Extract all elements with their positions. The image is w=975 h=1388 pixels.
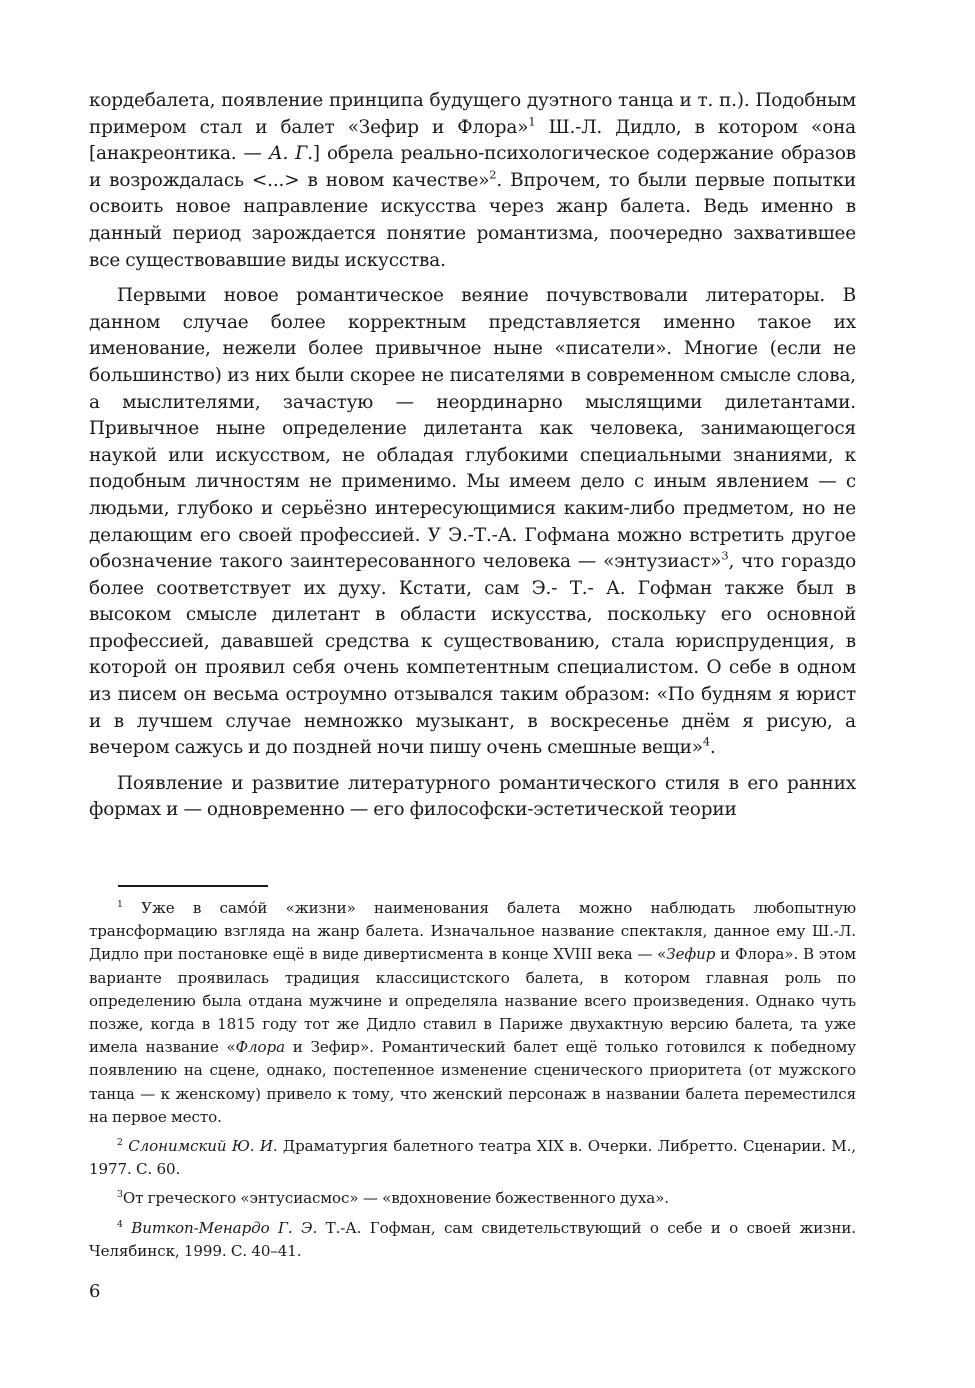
main-text [89, 88, 856, 824]
footnote-ref-2: 2 [489, 167, 497, 182]
paragraph-2: Первыми новое романтическое веяние почувствовали литераторы. В данном случае более корректным представляется именно такое их именование, нежели более привычное ныне «писатели». Многие (если не большинство) из них были скорее не писателями в современном смысле слова, а мыслителями, зачастую — неординарно мыслящими дилетантами. Привычное ныне определение дилетанта как человека, занимающегося наукой или искусством, не обладая глубокими специальными знаниями, к подобным личностям не применимо. Мы имеем дело с иным явлением — с людьми, глубоко и серьёзно интересующимися каким-либо предметом, но не делающим его своей профессией. У Э.-Т.-А. Гофмана можно встретить другое обозначение такого заинтересованного человека — «энтузиаст»$^3$, что гораздо более соответствует их духу. Кстати, сам Э.- Т.- А. Гофман также был в высоком смысле дилетант в области искусства, поскольку его основной профессией, дававшей средства к существованию, стала юриспруденция, в которой он проявил себя очень компетентным специалистом. О себе в одном из писем он весьма остроумно отзывался таким образом: «По будням я юрист и в лучшем случае немножко музыкант, в воскресенье днём я рисую, а вечером сажусь и до поздней ночи пишу очень смешные вещи»$^4$. [89, 285, 856, 759]
footnote-ref-1: 1 [528, 114, 536, 129]
footnote-3: $^3$От греческого «энтусиасмос» — «вдохновение божественного духа». [117, 1189, 670, 1208]
footnote-ref-3: 3 [721, 548, 729, 563]
page-number: 6 [89, 1281, 101, 1302]
paragraph-1: кордебалета, появление принципа будущего дуэтного танца и т. п.). Подобным примером стал и балет «Зефир и Флора»$^1$ Ш.-Л. Дидло, в котором «она [анакреонтика. — А. Г.] обрела реально-психологическое содержание образов и возрождалась <...> в новом качестве»$^2$. Впрочем, то были первые попытки освоить новое направление искусства через жанр балета. Ведь именно в данный период зарождается понятие романтизма, поочередно захватившее все существовавшие виды искусства. [89, 90, 857, 271]
footnotes [89, 897, 856, 1263]
footnote-ref-4: 4 [702, 734, 710, 749]
footnote-separator [118, 885, 268, 887]
footnote-1: $^1$ Уже в само́й «жизни» наименования балета можно наблюдать любопытную трансформацию взгляда на жанр балета. Изначальное название спектакля, данное ему Ш.-Л. Дидло при постановке ещё в виде дивертисмента в конце XVIII века — «Зефир и Флора». В этом варианте проявилась традиция классицистского балета, в котором главная роль по определению была отдана мужчине и определяла название всего произведения. Однако чуть позже, когда в 1815 году тот же Дидло ставил в Париже двухактную версию балета, та уже имела название «Флора и Зефир». Романтический балет ещё только готовился к победному появлению на сцене, однако, постепенное изменение сценического приоритета (от мужского танца — к женскому) привело к тому, что женский персонаж в названии балета переместился на первое место. [89, 898, 857, 1126]
footnote-2: $^2$ Слонимский Ю. И. Драматургия балетного театра XIX в. Очерки. Либретто. Сценарии. М., 1977. С. 60. [89, 1136, 856, 1179]
paragraph-3: Появление и развитие литературного романтического стиля в его ранних формах и — одновременно — его философски-эстетической теории [89, 772, 856, 821]
footnote-4: $^4$ Виткоп-Менардо Г. Э. Т.-А. Гофман, сам свидетельствующий о себе и о своей жизни. Челябинск, 1999. С. 40–41. [89, 1218, 856, 1260]
